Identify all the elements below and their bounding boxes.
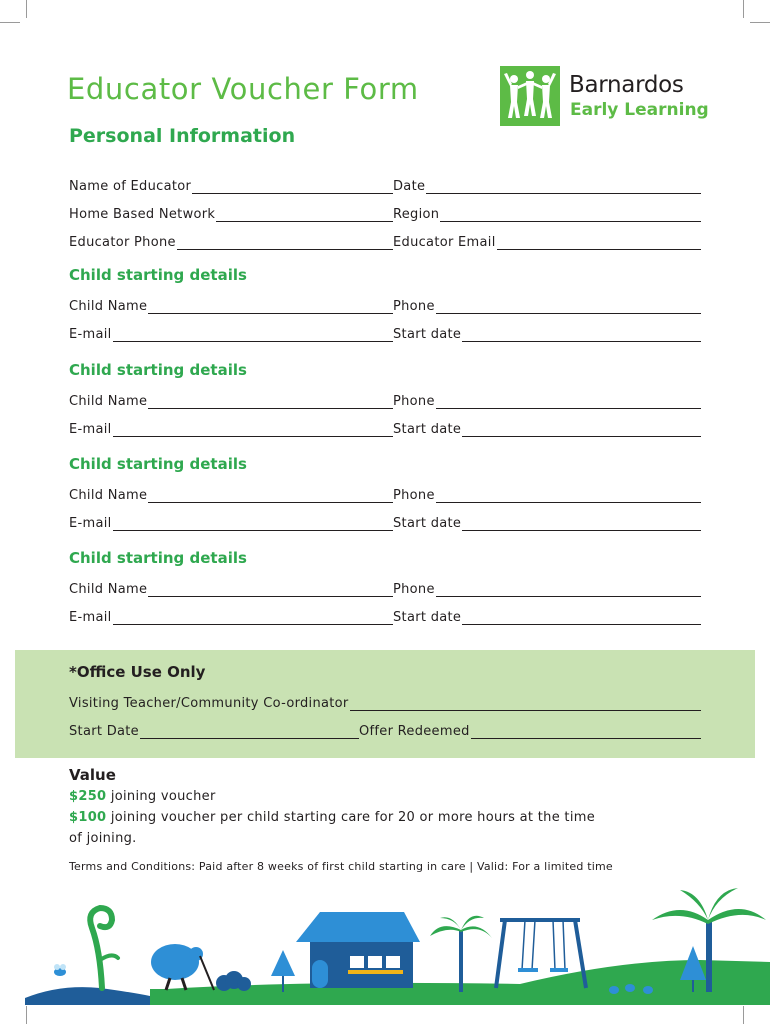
child-phone-field[interactable] [393, 391, 701, 409]
field-line [462, 329, 701, 342]
field-label: Start date [393, 516, 462, 531]
educator-name-field[interactable] [69, 176, 393, 194]
child-starting-details-heading: Child starting details [69, 266, 247, 284]
field-label: Child Name [69, 488, 148, 503]
field-line [192, 181, 393, 194]
child-email-field[interactable] [69, 513, 393, 531]
value-heading: Value [69, 766, 116, 784]
field-label: E-mail [69, 422, 112, 437]
coordinator-field[interactable] [69, 693, 701, 711]
field-label: Educator Email [393, 235, 496, 250]
voucher-amount: $250 [69, 789, 107, 804]
brand-name: Barnardos [569, 72, 684, 98]
office-start-row [69, 721, 701, 739]
educator-contact-row [69, 232, 701, 250]
field-label: Start Date [69, 724, 139, 739]
fern-icon [90, 908, 118, 988]
personal-information-heading: Personal Information [69, 125, 296, 147]
child-email-field[interactable] [69, 607, 393, 625]
house-icon [296, 912, 420, 988]
field-label: Visiting Teacher/Community Co-ordinator [69, 696, 349, 711]
educator-name-row [69, 176, 701, 194]
child-email-field[interactable] [69, 419, 393, 437]
voucher-text: joining voucher per child starting care for 20 or more hours at the time [106, 810, 595, 825]
offer-redeemed-field[interactable] [359, 721, 701, 739]
office-start-date-field[interactable] [69, 721, 359, 739]
crop-mark [26, 1006, 27, 1024]
voucher-amount: $100 [69, 810, 107, 825]
field-line [462, 518, 701, 531]
child-start-date-field[interactable] [393, 513, 701, 531]
field-line [113, 424, 393, 437]
field-label: Region [393, 207, 440, 222]
crop-mark [750, 22, 770, 23]
child-starting-details-heading: Child starting details [69, 361, 247, 379]
field-label: Offer Redeemed [359, 724, 470, 739]
field-label: Educator Phone [69, 235, 176, 250]
educator-phone-field[interactable] [69, 232, 393, 250]
child-phone-field[interactable] [393, 485, 701, 503]
field-line [440, 209, 701, 222]
field-line [462, 612, 701, 625]
palm-tree-icon [430, 916, 492, 992]
child-phone-field[interactable] [393, 579, 701, 597]
field-label: Start date [393, 327, 462, 342]
form-title: Educator Voucher Form [67, 72, 419, 106]
field-line [350, 698, 701, 711]
child-email-field[interactable] [69, 324, 393, 342]
field-line [462, 424, 701, 437]
crop-mark [743, 0, 744, 18]
field-line [436, 490, 701, 503]
child-start-date-field[interactable] [393, 324, 701, 342]
field-label: Start date [393, 610, 462, 625]
child-name-row [69, 485, 701, 503]
field-label: Phone [393, 394, 435, 409]
value-line-3 [69, 831, 137, 846]
field-line [148, 301, 393, 314]
field-label: Phone [393, 488, 435, 503]
field-label: E-mail [69, 327, 112, 342]
child-email-row [69, 419, 701, 437]
field-line [426, 181, 701, 194]
field-label: Phone [393, 582, 435, 597]
value-line-2 [69, 810, 595, 825]
field-line [436, 301, 701, 314]
child-name-row [69, 391, 701, 409]
field-label: Phone [393, 299, 435, 314]
brand-subtitle: Early Learning [570, 100, 709, 120]
child-email-row [69, 607, 701, 625]
network-row [69, 204, 701, 222]
child-starting-details-heading: Child starting details [69, 455, 247, 473]
child-start-date-field[interactable] [393, 607, 701, 625]
children-logo-icon [500, 66, 560, 126]
child-name-field[interactable] [69, 485, 393, 503]
voucher-text: of joining. [69, 831, 137, 846]
home-based-network-field[interactable] [69, 204, 393, 222]
child-name-row [69, 296, 701, 314]
child-phone-field[interactable] [393, 296, 701, 314]
office-use-heading: *Office Use Only [69, 663, 206, 681]
child-start-date-field[interactable] [393, 419, 701, 437]
child-email-row [69, 324, 701, 342]
child-name-field[interactable] [69, 391, 393, 409]
office-use-panel [15, 650, 755, 758]
bush-icon [216, 971, 251, 991]
field-line [436, 396, 701, 409]
playground-illustration [0, 880, 770, 1005]
child-name-field[interactable] [69, 579, 393, 597]
educator-email-field[interactable] [393, 232, 701, 250]
field-line [497, 237, 701, 250]
terms-and-conditions: Terms and Conditions: Paid after 8 weeks of first child starting in care | Valid: For a limited time [69, 860, 613, 873]
field-label: Date [393, 179, 426, 194]
field-line [436, 584, 701, 597]
field-label: E-mail [69, 610, 112, 625]
crop-mark [0, 22, 20, 23]
field-label: E-mail [69, 516, 112, 531]
kiwi-bird-icon [151, 944, 214, 990]
field-line [148, 490, 393, 503]
child-starting-details-heading: Child starting details [69, 549, 247, 567]
region-field[interactable] [393, 204, 701, 222]
field-line [113, 329, 393, 342]
crop-mark [743, 1006, 744, 1024]
barnardos-logo [500, 66, 709, 126]
field-line [216, 209, 393, 222]
field-line [113, 518, 393, 531]
field-label: Child Name [69, 394, 148, 409]
field-line [113, 612, 393, 625]
bee-icon [54, 964, 66, 976]
field-line [140, 726, 359, 739]
field-line [148, 584, 393, 597]
value-line-1 [69, 789, 216, 804]
field-label: Child Name [69, 299, 148, 314]
field-label: Start date [393, 422, 462, 437]
coordinator-row [69, 693, 701, 711]
voucher-text: joining voucher [106, 789, 216, 804]
field-line [177, 237, 393, 250]
field-label: Child Name [69, 582, 148, 597]
child-email-row [69, 513, 701, 531]
date-field[interactable] [393, 176, 701, 194]
crop-mark [26, 0, 27, 18]
field-line [471, 726, 701, 739]
child-name-field[interactable] [69, 296, 393, 314]
child-name-row [69, 579, 701, 597]
field-line [148, 396, 393, 409]
field-label: Home Based Network [69, 207, 216, 222]
field-label: Name of Educator [69, 179, 192, 194]
